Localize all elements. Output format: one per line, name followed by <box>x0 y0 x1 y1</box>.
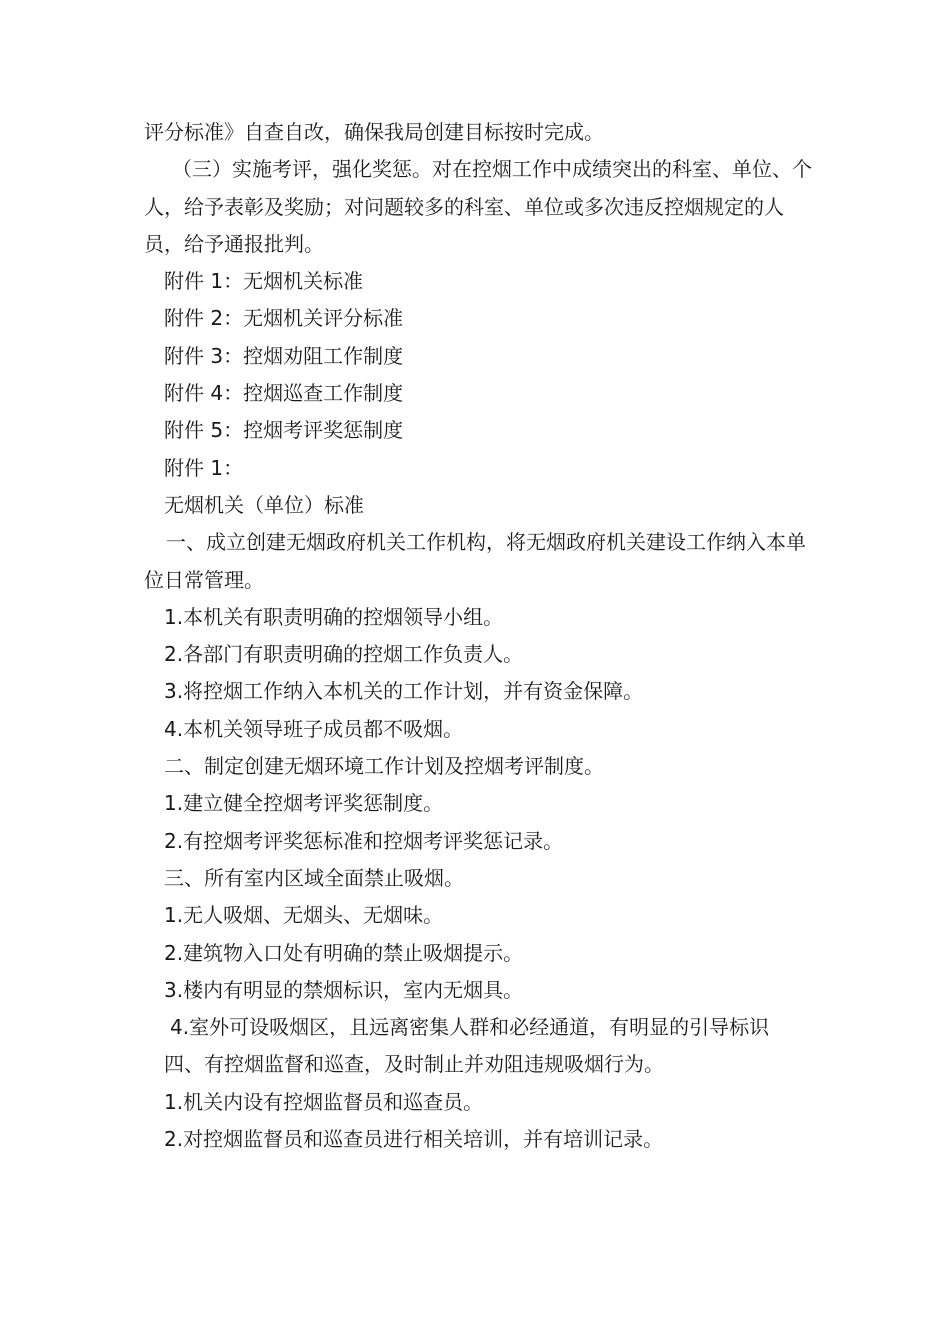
list-item: 1.本机关有职责明确的控烟领导小组。 <box>164 604 504 629</box>
list-item: 1.建立健全控烟考评奖惩制度。 <box>164 791 444 816</box>
list-item: 3.楼内有明显的禁烟标识，室内无烟具。 <box>164 977 524 1002</box>
attachment-line-1: 附件 1：无烟机关标准 <box>164 269 364 294</box>
list-item: 1.机关内设有控烟监督员和巡查员。 <box>164 1089 484 1114</box>
list-item: 2.各部门有职责明确的控烟工作负责人。 <box>164 642 524 667</box>
list-item: 1.无人吸烟、无烟头、无烟味。 <box>164 903 444 928</box>
attachment-line-5: 附件 5：控烟考评奖惩制度 <box>164 418 404 443</box>
section-heading-3: 三、所有室内区域全面禁止吸烟。 <box>164 865 464 890</box>
section-heading-4: 四、有控烟监督和巡查，及时制止并劝阻违规吸烟行为。 <box>164 1052 664 1077</box>
attachment-line-2: 附件 2：无烟机关评分标准 <box>164 306 404 331</box>
section-heading-1: 一、成立创建无烟政府机关工作机构，将无烟政府机关建设工作纳入本单位日常管理。 <box>144 530 806 592</box>
paragraph-section-3: （三）实施考评，强化奖惩。对在控烟工作中成绩突出的科室、单位、个人，给予表彰及奖励；对问题较多的科室、单位或多次违反控烟规定的人员，给予通报批判。 <box>144 157 812 256</box>
attachment-label: 附件 1： <box>164 455 244 480</box>
attachment-title: 无烟机关（单位）标准 <box>164 492 364 517</box>
list-item: 2.对控烟监督员和巡查员进行相关培训，并有培训记录。 <box>164 1127 664 1152</box>
attachment-line-4: 附件 4：控烟巡查工作制度 <box>164 381 404 406</box>
document-body <box>144 114 812 1158</box>
list-item: 3.将控烟工作纳入本机关的工作计划，并有资金保障。 <box>164 679 644 704</box>
list-item: 2.建筑物入口处有明确的禁止吸烟提示。 <box>164 940 524 965</box>
list-item: 2.有控烟考评奖惩标准和控烟考评奖惩记录。 <box>164 828 564 853</box>
paragraph-continuation: 评分标准》自查自改，确保我局创建目标按时完成。 <box>144 120 604 144</box>
list-item: 4.本机关领导班子成员都不吸烟。 <box>164 716 464 741</box>
list-item: 4.室外可设吸烟区，且远离密集人群和必经通道，有明显的引导标识 <box>170 1015 770 1040</box>
attachment-line-3: 附件 3：控烟劝阻工作制度 <box>164 343 404 368</box>
section-heading-2: 二、制定创建无烟环境工作计划及控烟考评制度。 <box>164 754 604 779</box>
